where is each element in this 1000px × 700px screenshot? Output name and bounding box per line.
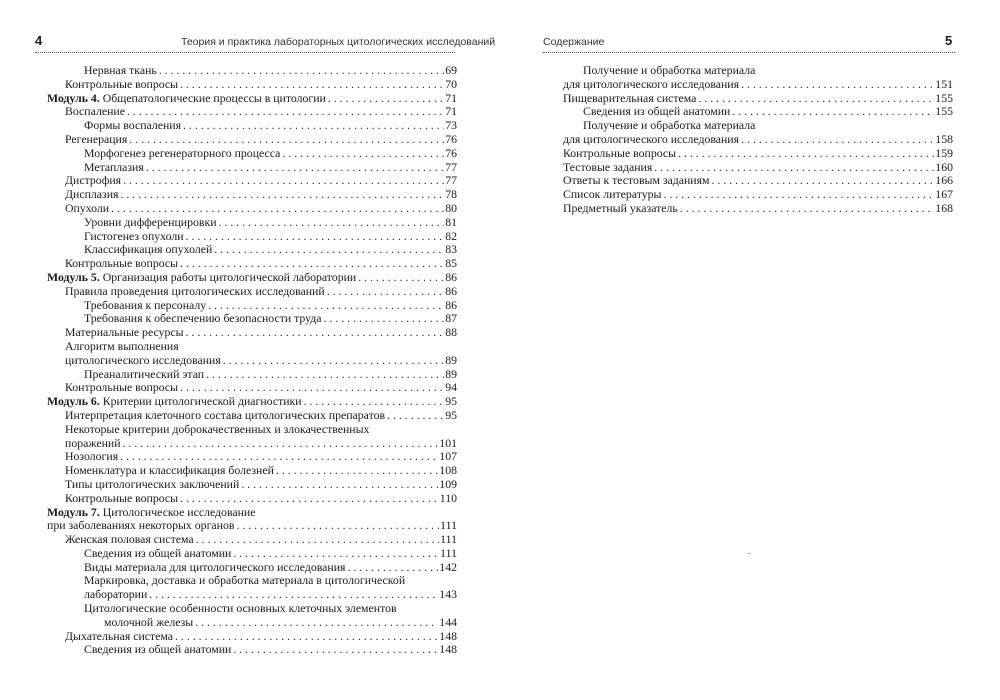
toc-entry[interactable]: Получение и обработка материала для цитологического исследования . . . 158 — [563, 119, 953, 147]
toc-entry[interactable]: Дыхательная система . . . 148 — [47, 630, 457, 644]
toc-entry[interactable]: Контрольные вопросы . . . 159 — [563, 147, 953, 161]
toc-entry[interactable]: Требования к персоналу . . . 86 — [47, 299, 457, 313]
toc-entry[interactable]: Требования к обеспечению безопасности труда . . . 87 — [47, 312, 457, 326]
toc-entry[interactable]: Преаналитический этап . . . 89 — [47, 368, 457, 382]
toc-entry[interactable]: Пищеварительная система . . . 155 — [563, 92, 953, 106]
toc-entry[interactable]: Воспаление . . . 71 — [47, 105, 457, 119]
toc-entry[interactable]: Алгоритм выполнения цитологического исследования . . . 89 — [47, 340, 457, 368]
toc-entry[interactable]: Тестовые задания . . . 160 — [563, 161, 953, 175]
toc-entry[interactable]: Номенклатура и классификация болезней . . . 108 — [47, 464, 457, 478]
toc-entry[interactable]: Получение и обработка материала для цитологического исследования . . . 151 — [563, 64, 953, 92]
toc-entry[interactable]: Сведения из общей анатомии . . . 155 — [563, 105, 953, 119]
toc-entry[interactable]: Нозология . . . 107 — [47, 450, 457, 464]
left-page-number: 4 — [35, 33, 43, 48]
toc-entry[interactable]: Цитологические особенности основных клеточных элементов молочной железы . . . 144 — [47, 602, 457, 630]
toc-entry[interactable]: Контрольные вопросы . . . 110 — [47, 492, 457, 506]
toc-entry[interactable]: Типы цитологических заключений . . . 109 — [47, 478, 457, 492]
toc-entry[interactable]: Предметный указатель . . . 168 — [563, 202, 953, 216]
left-page-header — [0, 33, 500, 51]
toc-entry[interactable]: Сведения из общей анатомии . . . 148 — [47, 643, 457, 657]
toc-entry[interactable]: Метаплазия . . . 77 — [47, 161, 457, 175]
toc-entry[interactable]: Список литературы . . . 167 — [563, 188, 953, 202]
toc-entry[interactable]: Морфогенез регенераторного процесса . . . 76 — [47, 147, 457, 161]
toc-entry[interactable]: Контрольные вопросы . . . 70 — [47, 78, 457, 92]
toc-module-entry[interactable]: Модуль 4. Общепатологические процессы в цитологии . . . 71 — [47, 92, 457, 106]
toc-entry[interactable]: Интерпретация клеточного состава цитологических препаратов . . . 95 — [47, 409, 457, 423]
toc-entry[interactable]: Сведения из общей анатомии . . . 111 — [47, 547, 457, 561]
toc-entry[interactable]: Контрольные вопросы . . . 94 — [47, 381, 457, 395]
left-toc-list — [47, 64, 457, 657]
toc-entry[interactable]: Женская половая система . . . 111 — [47, 533, 457, 547]
toc-module-entry[interactable]: Модуль 5. Организация работы цитологической лаборатории . . . 86 — [47, 271, 457, 285]
right-toc-list — [563, 64, 953, 216]
toc-entry[interactable]: Дисплазия . . . 78 — [47, 188, 457, 202]
toc-entry[interactable]: Опухоли . . . 80 — [47, 202, 457, 216]
toc-entry[interactable]: Регенерация . . . 76 — [47, 133, 457, 147]
toc-entry[interactable]: Дистрофия . . . 77 — [47, 174, 457, 188]
toc-entry[interactable]: Виды материала для цитологического исследования . . . 142 — [47, 561, 457, 575]
toc-entry[interactable]: Нервная ткань . . . 69 — [47, 64, 457, 78]
toc-module-entry[interactable]: Модуль 6. Критерии цитологической диагностики . . . 95 — [47, 395, 457, 409]
right-header-rule — [543, 52, 955, 53]
toc-entry[interactable]: Маркировка, доставка и обработка материала в цитологической лаборатории . . . 143 — [47, 574, 457, 602]
left-header-rule — [35, 52, 455, 53]
toc-entry[interactable]: Формы воспаления . . . 73 — [47, 119, 457, 133]
toc-entry[interactable]: Классификация опухолей . . . 83 — [47, 243, 457, 257]
toc-entry[interactable]: Ответы к тестовым заданиям . . . 166 — [563, 174, 953, 188]
toc-entry[interactable]: Материальные ресурсы . . . 88 — [47, 326, 457, 340]
right-page-number: 5 — [945, 33, 953, 48]
right-page — [500, 0, 1000, 700]
right-running-title: Содержание — [543, 36, 605, 48]
toc-entry[interactable]: Гистогенез опухоли . . . 82 — [47, 230, 457, 244]
right-page-header — [500, 33, 1000, 51]
toc-module-entry[interactable]: Модуль 7. Цитологическое исследование при заболеваниях некоторых органов . . . 111 — [47, 506, 457, 534]
toc-entry[interactable]: Контрольные вопросы . . . 85 — [47, 257, 457, 271]
toc-entry[interactable]: Правила проведения цитологических исследований . . . 86 — [47, 285, 457, 299]
scan-speck — [748, 553, 750, 554]
toc-entry[interactable]: Уровни дифференцировки . . . 81 — [47, 216, 457, 230]
left-running-title: Теория и практика лабораторных цитологических исследований — [181, 36, 496, 48]
toc-entry[interactable]: Некоторые критерии доброкачественных и злокачественных поражений . . . 101 — [47, 423, 457, 451]
